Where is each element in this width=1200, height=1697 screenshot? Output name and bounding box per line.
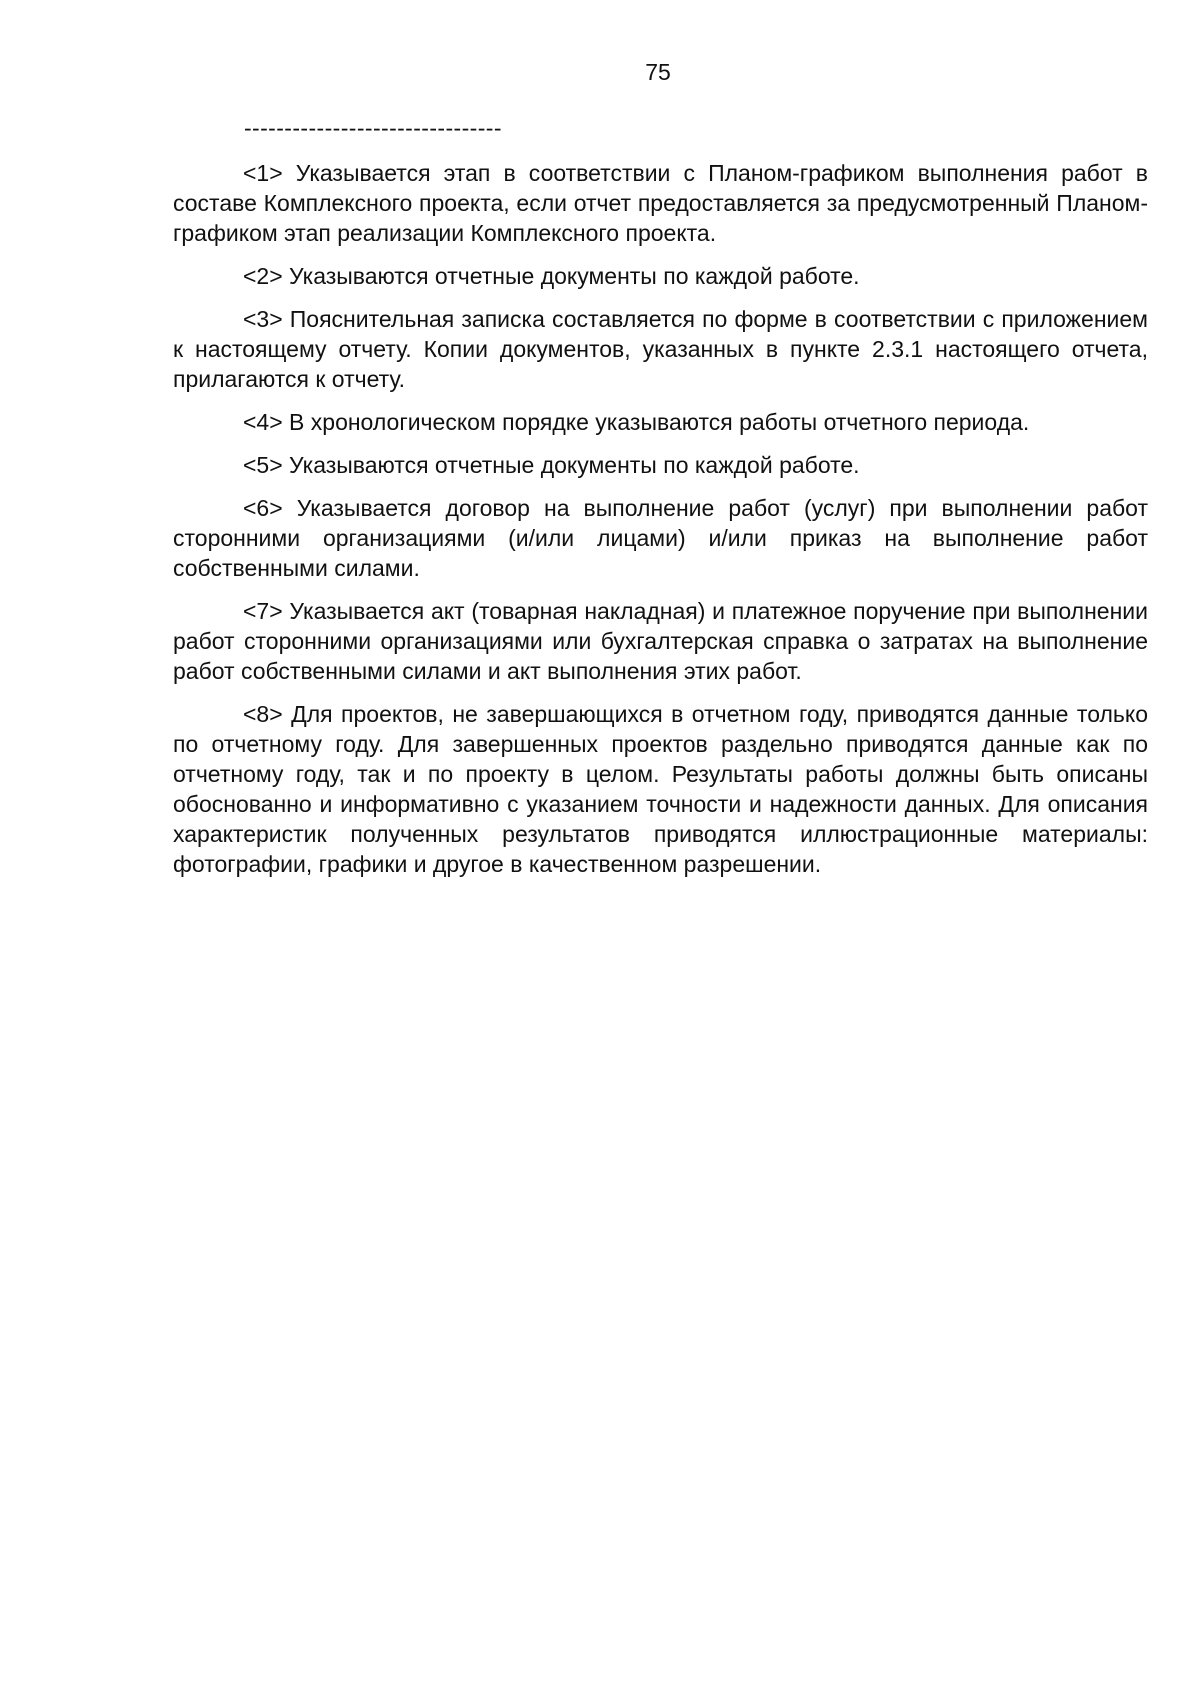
footnote-6: <6> Указывается договор на выполнение работ (услуг) при выполнении работ сторонними организациями (и/или лицами) и/или приказ на выполнение работ собственными силами. bbox=[173, 495, 1148, 581]
footnote-2: <2> Указываются отчетные документы по каждой работе. bbox=[243, 263, 860, 289]
footnote-8: <8> Для проектов, не завершающихся в отчетном году, приводятся данные только по отчетному году. Для завершенных проектов раздельно приводятся данные как по отчетному году, так и по проекту в целом. Результаты работы должны быть описаны обоснованно и информативно с указанием точности и надежности данных. Для описания характеристик полученных результатов приводятся иллюстрационные материалы: фотографии, графики и другое в качественном разрешении. bbox=[173, 701, 1148, 877]
footnote-3: <3> Пояснительная записка составляется по форме в соответствии с приложением к настоящему отчету. Копии документов, указанных в пункте 2.3.1 настоящего отчета, прилагаются к отчету. bbox=[173, 306, 1148, 392]
footnote-7: <7> Указывается акт (товарная накладная) и платежное поручение при выполнении работ сторонними организациями или бухгалтерская справка о затратах на выполнение работ собственными силами и акт выполнения этих работ. bbox=[173, 598, 1148, 684]
page-number: 75 bbox=[645, 59, 671, 85]
footnote-5: <5> Указываются отчетные документы по каждой работе. bbox=[243, 452, 860, 478]
footnotes-list bbox=[173, 158, 1148, 892]
footnote-4: <4> В хронологическом порядке указываются работы отчетного периода. bbox=[243, 409, 1030, 435]
footnote-1: <1> Указывается этап в соответствии с Планом-графиком выполнения работ в составе Комплексного проекта, если отчет предоставляется за предусмотренный Планом-графиком этап реализации Комплексного проекта. bbox=[173, 160, 1148, 246]
footnote-separator: -------------------------------- bbox=[244, 115, 502, 141]
